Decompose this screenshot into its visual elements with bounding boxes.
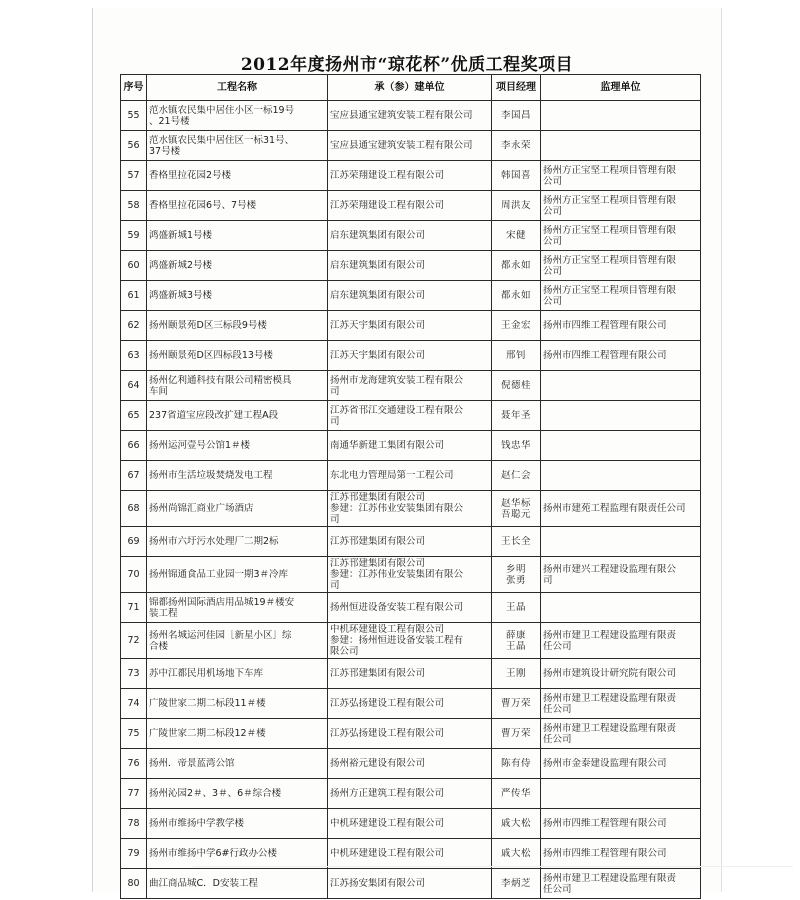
cell-project-line: 合楼	[149, 640, 169, 652]
cell-manager	[492, 131, 541, 161]
cell-contractor	[328, 623, 492, 659]
table-body	[121, 101, 701, 899]
cell-supervisor-line: 扬州方正宝坚工程项目管理有限	[543, 164, 677, 176]
cell-contractor-line: 参建：扬州恒进设备安装工程有	[330, 635, 464, 646]
cell-manager	[492, 719, 541, 749]
cell-supervisor	[541, 131, 701, 161]
cell-project-line: 扬州颐景苑D区三标段9号楼	[149, 320, 267, 331]
cell-manager-line: 王晶	[505, 640, 526, 652]
cell-project	[147, 719, 328, 749]
cell-no: 60	[121, 251, 147, 281]
cell-manager-line: 戚大松	[500, 818, 531, 829]
header-contractor: 承（参）建单位	[328, 75, 492, 101]
scanned-page	[92, 8, 722, 895]
cell-contractor	[328, 101, 492, 131]
cell-contractor	[328, 527, 492, 557]
cell-supervisor-line: 扬州市建卫工程建设监理有限责	[543, 872, 677, 884]
cell-supervisor-line: 任公司	[543, 703, 572, 715]
cell-contractor	[328, 371, 492, 401]
cell-manager-line: 倪德桂	[500, 380, 531, 391]
cell-no: 61	[121, 281, 147, 311]
cell-contractor-line: 江苏荣翔建设工程有限公司	[330, 170, 445, 181]
cell-contractor	[328, 311, 492, 341]
cell-no: 71	[121, 593, 147, 623]
table-row	[121, 839, 701, 869]
cell-project-line: 范水镇农民集中居住区一标31号、	[149, 134, 295, 146]
cell-project	[147, 593, 328, 623]
cell-project	[147, 431, 328, 461]
cell-no: 70	[121, 557, 147, 593]
table-row	[121, 221, 701, 251]
cell-project	[147, 221, 328, 251]
cell-manager	[492, 311, 541, 341]
cell-project-line: 扬州市六圩污水处理厂二期2标	[149, 536, 279, 547]
cell-contractor	[328, 341, 492, 371]
cell-no: 64	[121, 371, 147, 401]
cell-contractor	[328, 131, 492, 161]
cell-supervisor-line: 扬州市四维工程管理有限公司	[543, 350, 667, 361]
cell-supervisor	[541, 191, 701, 221]
cell-manager	[492, 809, 541, 839]
cell-manager-line: 聂年圣	[500, 410, 531, 421]
cell-contractor	[328, 281, 492, 311]
table-row	[121, 689, 701, 719]
cell-supervisor	[541, 221, 701, 251]
cell-project-line: 锦都扬州国际酒店用品城19＃楼安	[149, 596, 295, 608]
cell-supervisor-line: 公司	[543, 205, 563, 217]
cell-no: 69	[121, 527, 147, 557]
cell-contractor-line: 扬州恒进设备安装工程有限公司	[330, 602, 464, 613]
table-row	[121, 371, 701, 401]
header-manager: 项目经理	[492, 75, 541, 101]
cell-contractor-line: 扬州方正建筑工程有限公司	[330, 788, 445, 799]
cell-contractor-line: 司	[330, 514, 340, 525]
cell-project	[147, 461, 328, 491]
cell-no: 73	[121, 659, 147, 689]
cell-contractor	[328, 839, 492, 869]
cell-project-line: 扬州市维扬中学教学楼	[149, 818, 245, 829]
cell-manager-line: 宋健	[505, 230, 526, 241]
cell-contractor-line: 江苏扬安集团有限公司	[330, 878, 426, 889]
cell-supervisor-line: 扬州方正宝坚工程项目管理有限	[543, 224, 677, 236]
cell-project-line: 扬州运河壹号公馆1＃楼	[149, 440, 251, 451]
header-supervisor: 监理单位	[541, 75, 701, 101]
award-table	[120, 74, 701, 899]
cell-supervisor-line: 扬州市四维工程管理有限公司	[543, 320, 667, 331]
cell-no: 75	[121, 719, 147, 749]
cell-manager	[492, 101, 541, 131]
cell-project-line: 237省道宝应段改扩建工程A段	[149, 410, 279, 421]
cell-project	[147, 659, 328, 689]
cell-manager-line: 李炳芝	[500, 878, 531, 889]
cell-manager-line: 邢钊	[505, 350, 526, 361]
cell-manager	[492, 623, 541, 659]
cell-contractor-line: 南通华新建工集团有限公司	[330, 440, 445, 451]
cell-project	[147, 869, 328, 899]
cell-no: 78	[121, 809, 147, 839]
cell-contractor	[328, 689, 492, 719]
cell-supervisor	[541, 341, 701, 371]
cell-project-line: 扬州亿利通科技有限公司精密模具	[149, 374, 292, 386]
cell-contractor	[328, 161, 492, 191]
cell-project-line: 香格里拉花园6号、7号楼	[149, 200, 257, 211]
cell-no: 79	[121, 839, 147, 869]
cell-supervisor-line: 扬州方正宝坚工程项目管理有限	[543, 284, 677, 296]
cell-project	[147, 809, 328, 839]
cell-contractor	[328, 431, 492, 461]
cell-supervisor-line: 扬州市建兴工程建设监理有限公	[543, 563, 677, 575]
cell-manager-line: 赵仁会	[500, 470, 531, 481]
cell-supervisor	[541, 491, 701, 527]
cell-manager	[492, 401, 541, 431]
cell-project	[147, 557, 328, 593]
cell-manager	[492, 593, 541, 623]
cell-no: 55	[121, 101, 147, 131]
cell-supervisor	[541, 749, 701, 779]
cell-manager	[492, 461, 541, 491]
cell-manager	[492, 689, 541, 719]
cell-contractor-line: 江苏荣翔建设工程有限公司	[330, 200, 445, 211]
cell-contractor-line: 江苏邗建集团有限公司	[330, 668, 426, 679]
cell-project-line: 扬州市维扬中学6#行政办公楼	[149, 848, 278, 859]
cell-manager-line: 戚大松	[500, 848, 531, 859]
cell-contractor-line: 司	[330, 415, 340, 427]
cell-project	[147, 371, 328, 401]
cell-contractor-line: 启东建筑集团有限公司	[330, 260, 426, 271]
cell-supervisor	[541, 281, 701, 311]
cell-manager-line: 王晶	[505, 602, 526, 613]
cell-contractor-line: 东北电力管理局第一工程公司	[330, 470, 454, 481]
cell-manager-line: 赵华标	[500, 497, 531, 509]
cell-supervisor	[541, 689, 701, 719]
cell-contractor-line: 江苏天宇集团有限公司	[330, 320, 426, 331]
cell-manager-line: 周洪友	[500, 200, 531, 211]
cell-contractor-line: 江苏弘扬建设工程有限公司	[330, 728, 445, 739]
cell-supervisor	[541, 593, 701, 623]
cell-project	[147, 401, 328, 431]
page-title: 2012年度扬州市“琼花杯”优质工程奖项目	[240, 55, 574, 75]
cell-no: 58	[121, 191, 147, 221]
cell-project-line: 扬州颐景苑D区四标段13号楼	[149, 350, 273, 361]
cell-manager	[492, 779, 541, 809]
cell-manager-line: 韩国喜	[500, 170, 531, 181]
cell-manager-line: 陈有侍	[500, 758, 531, 769]
cell-no: 59	[121, 221, 147, 251]
cell-contractor-line: 扬州市龙海建筑安装工程有限公	[330, 374, 464, 386]
cell-supervisor	[541, 431, 701, 461]
cell-project-line: 扬州．帝景蓝湾公馆	[149, 758, 235, 769]
cell-supervisor-line: 扬州市建卫工程建设监理有限责	[543, 722, 677, 734]
cell-project-line: 香格里拉花园2号楼	[149, 170, 232, 181]
cell-manager	[492, 869, 541, 899]
cell-supervisor	[541, 251, 701, 281]
cell-project-line: 装工程	[149, 607, 178, 619]
cell-project	[147, 131, 328, 161]
header-no: 序号	[121, 75, 147, 101]
cell-contractor	[328, 191, 492, 221]
cell-project-line: 扬州名城运河佳园［新星小区］综	[149, 629, 292, 641]
cell-project	[147, 689, 328, 719]
cell-contractor-line: 江苏弘扬建设工程有限公司	[330, 698, 445, 709]
cell-supervisor-line: 扬州方正宝坚工程项目管理有限	[543, 254, 677, 266]
cell-contractor	[328, 659, 492, 689]
cell-project	[147, 311, 328, 341]
cell-supervisor-line: 任公司	[543, 640, 572, 652]
cell-project-line: 鸿盛新城2号楼	[149, 260, 213, 271]
cell-no: 62	[121, 311, 147, 341]
cell-project	[147, 839, 328, 869]
cell-contractor	[328, 221, 492, 251]
cell-contractor-line: 扬州裕元建设有限公司	[330, 758, 426, 769]
cell-supervisor-line: 扬州方正宝坚工程项目管理有限	[543, 194, 677, 206]
cell-no: 66	[121, 431, 147, 461]
table-row	[121, 623, 701, 659]
cell-no: 72	[121, 623, 147, 659]
cell-no: 65	[121, 401, 147, 431]
cell-supervisor-line: 公司	[543, 265, 563, 277]
cell-supervisor	[541, 527, 701, 557]
cell-contractor-line: 参建：江苏伟业安装集团有限公	[330, 503, 464, 514]
cell-manager	[492, 371, 541, 401]
cell-project-line: 广陵世家二期二标段11＃楼	[149, 698, 266, 709]
cell-manager-line: 钱忠华	[500, 440, 531, 451]
cell-manager	[492, 251, 541, 281]
cell-manager-line: 王刚	[505, 668, 526, 679]
table-row	[121, 719, 701, 749]
cell-contractor	[328, 461, 492, 491]
cell-manager-line: 都永如	[500, 260, 531, 271]
table-row	[121, 431, 701, 461]
table-row	[121, 461, 701, 491]
cell-no: 56	[121, 131, 147, 161]
cell-no: 63	[121, 341, 147, 371]
table-row	[121, 779, 701, 809]
cell-project-line: 扬州锦通食品工业园一期3＃冷库	[149, 569, 289, 580]
cell-supervisor-line: 扬州市建卫工程建设监理有限责	[543, 692, 677, 704]
cell-no: 80	[121, 869, 147, 899]
table-header	[121, 75, 701, 101]
cell-project-line: 鸿盛新城3号楼	[149, 290, 213, 301]
cell-project	[147, 281, 328, 311]
cell-project-line: 鸿盛新城1号楼	[149, 230, 213, 241]
cell-supervisor-line: 司	[543, 574, 553, 586]
cell-contractor-line: 参建：江苏伟业安装集团有限公	[330, 569, 464, 580]
cell-contractor-line: 司	[330, 580, 340, 591]
cell-contractor-line: 宝应县通宝建筑安装工程有限公司	[330, 140, 473, 151]
cell-manager-line: 严传华	[500, 788, 531, 799]
cell-manager-line: 王金宏	[500, 320, 531, 331]
cell-manager	[492, 491, 541, 527]
cell-manager	[492, 431, 541, 461]
cell-supervisor	[541, 719, 701, 749]
cell-no: 77	[121, 779, 147, 809]
table-row	[121, 659, 701, 689]
cell-supervisor	[541, 101, 701, 131]
cell-supervisor	[541, 869, 701, 899]
cell-no: 57	[121, 161, 147, 191]
table-row	[121, 191, 701, 221]
cell-contractor-line: 江苏邗建集团有限公司	[330, 558, 426, 569]
cell-manager-line: 李国昌	[500, 110, 531, 121]
cell-project-line: 车间	[149, 385, 169, 397]
cell-manager	[492, 659, 541, 689]
cell-manager	[492, 221, 541, 251]
cell-manager	[492, 191, 541, 221]
table-row	[121, 749, 701, 779]
cell-project	[147, 623, 328, 659]
cell-manager	[492, 839, 541, 869]
cell-supervisor-line: 扬州市金泰建设监理有限公司	[543, 758, 667, 769]
table-row	[121, 593, 701, 623]
cell-project-line: 扬州沁园2＃、3＃、6＃综合楼	[149, 788, 282, 799]
table-row	[121, 161, 701, 191]
cell-supervisor	[541, 659, 701, 689]
cell-supervisor	[541, 401, 701, 431]
table-row	[121, 401, 701, 431]
cell-manager	[492, 527, 541, 557]
table-row	[121, 527, 701, 557]
table-row	[121, 869, 701, 899]
table-row	[121, 101, 701, 131]
cell-project-line: 扬州尚锦汇商业广场酒店	[149, 503, 254, 514]
cell-supervisor	[541, 809, 701, 839]
cell-manager	[492, 341, 541, 371]
cell-supervisor	[541, 839, 701, 869]
cell-supervisor	[541, 623, 701, 659]
cell-supervisor-line: 公司	[543, 295, 563, 307]
header-project: 工程名称	[147, 75, 328, 101]
cell-manager-line: 曹万荣	[500, 728, 531, 739]
cell-supervisor-line: 任公司	[543, 733, 572, 745]
cell-contractor	[328, 809, 492, 839]
cell-contractor-line: 江苏天宇集团有限公司	[330, 350, 426, 361]
cell-supervisor	[541, 161, 701, 191]
cell-manager-line: 都永如	[500, 290, 531, 301]
cell-contractor	[328, 401, 492, 431]
cell-contractor	[328, 719, 492, 749]
cell-supervisor	[541, 371, 701, 401]
cell-contractor	[328, 557, 492, 593]
table-row	[121, 281, 701, 311]
cell-supervisor-line: 扬州市建卫工程建设监理有限责	[543, 629, 677, 641]
cell-contractor-line: 启东建筑集团有限公司	[330, 290, 426, 301]
cell-contractor-line: 中机环建建设工程有限公司	[330, 624, 445, 635]
cell-contractor-line: 宝应县通宝建筑安装工程有限公司	[330, 110, 473, 121]
cell-contractor-line: 中机环建建设工程有限公司	[330, 818, 445, 829]
table-row	[121, 491, 701, 527]
cell-project	[147, 341, 328, 371]
cell-manager-line: 曹万荣	[500, 698, 531, 709]
cell-supervisor-line: 公司	[543, 235, 563, 247]
cell-contractor-line: 限公司	[330, 646, 359, 657]
cell-project-line: 广陵世家二期二标段12＃楼	[149, 728, 266, 739]
cell-manager	[492, 749, 541, 779]
cell-supervisor-line: 扬州市建苑工程监理有限责任公司	[543, 503, 686, 514]
cell-no: 67	[121, 461, 147, 491]
cell-project-line: 苏中江都民用机场地下车库	[149, 668, 264, 679]
cell-project	[147, 161, 328, 191]
page-edge-line	[193, 866, 793, 867]
cell-manager-line: 吾聪元	[500, 508, 531, 520]
cell-supervisor-line: 任公司	[543, 883, 572, 895]
cell-project-line: 、21号楼	[149, 115, 190, 127]
cell-manager-line: 王长全	[500, 536, 531, 547]
cell-project-line: 扬州市生活垃圾焚烧发电工程	[149, 470, 273, 481]
cell-contractor	[328, 491, 492, 527]
table-row	[121, 557, 701, 593]
cell-contractor-line: 启东建筑集团有限公司	[330, 230, 426, 241]
cell-project-line: 37号楼	[149, 145, 181, 157]
cell-contractor	[328, 869, 492, 899]
cell-project-line: 范水镇农民集中居住小区一标19号	[149, 104, 295, 116]
cell-project	[147, 101, 328, 131]
table-row	[121, 809, 701, 839]
cell-supervisor-line: 扬州市四维工程管理有限公司	[543, 818, 667, 829]
table-row	[121, 311, 701, 341]
cell-project	[147, 779, 328, 809]
cell-manager-line: 薛康	[505, 629, 526, 641]
cell-manager	[492, 161, 541, 191]
cell-project	[147, 491, 328, 527]
cell-contractor	[328, 779, 492, 809]
cell-project	[147, 191, 328, 221]
cell-contractor-line: 江苏邗建集团有限公司	[330, 492, 426, 503]
table-row	[121, 131, 701, 161]
cell-no: 74	[121, 689, 147, 719]
cell-manager	[492, 281, 541, 311]
cell-contractor	[328, 593, 492, 623]
table-row	[121, 251, 701, 281]
cell-no: 68	[121, 491, 147, 527]
cell-project	[147, 251, 328, 281]
cell-supervisor-line: 扬州市四维工程管理有限公司	[543, 848, 667, 859]
cell-manager-line: 李永荣	[500, 140, 531, 151]
cell-project	[147, 527, 328, 557]
cell-manager-line: 乡明	[505, 563, 526, 575]
cell-contractor	[328, 749, 492, 779]
cell-supervisor	[541, 557, 701, 593]
cell-supervisor	[541, 311, 701, 341]
cell-contractor-line: 中机环建建设工程有限公司	[330, 848, 445, 859]
cell-contractor-line: 江苏邗建集团有限公司	[330, 536, 426, 547]
cell-manager	[492, 557, 541, 593]
cell-no: 76	[121, 749, 147, 779]
cell-contractor-line: 司	[330, 385, 340, 397]
cell-supervisor	[541, 461, 701, 491]
cell-manager-line: 张勇	[505, 574, 526, 586]
cell-contractor-line: 江苏省邗江交通建设工程有限公	[330, 404, 464, 416]
cell-project	[147, 749, 328, 779]
cell-supervisor-line: 扬州市建筑设计研究院有限公司	[543, 668, 677, 679]
cell-supervisor-line: 公司	[543, 175, 563, 187]
cell-contractor	[328, 251, 492, 281]
cell-project-line: 曲江商品城C．D安装工程	[149, 878, 258, 889]
table-row	[121, 341, 701, 371]
cell-supervisor	[541, 779, 701, 809]
